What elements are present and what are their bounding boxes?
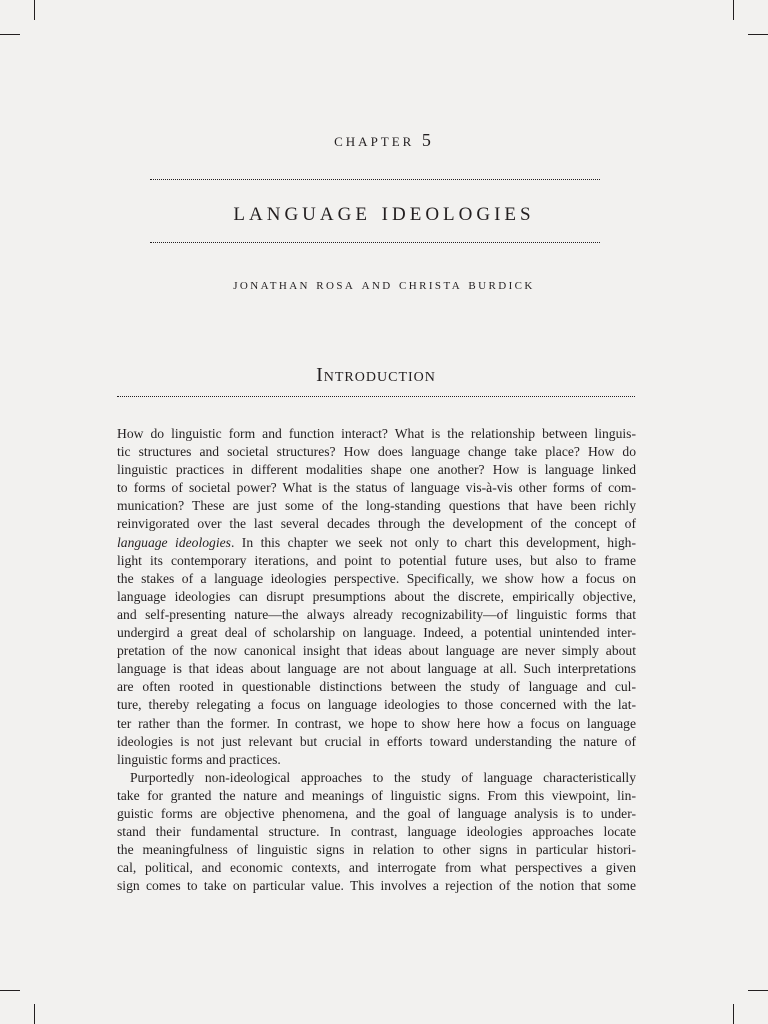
text-line: stand their fundamental structure. In contrast, language ideologies approaches locate: [117, 824, 636, 840]
text-line: the meaningfulness of linguistic signs in relation to other signs in particular histori-: [117, 842, 636, 858]
paragraph-1: [117, 425, 636, 769]
text-line: and self-presenting nature—the always already recognizability—of linguistic forms that: [117, 606, 636, 622]
crop-mark-top-left-horizontal: [0, 34, 20, 35]
text-line: ideologies is not just relevant but crucial in efforts toward understanding the nature of: [117, 733, 636, 749]
text-line: Purportedly non-ideological approaches to the study of language characteristically: [130, 769, 636, 785]
crop-mark-bottom-right-horizontal: [748, 990, 768, 991]
crop-mark-top-right-horizontal: [748, 34, 768, 35]
text-line: How do linguistic form and function interact? What is the relationship between linguis-: [117, 426, 636, 441]
crop-mark-bottom-left: [34, 1004, 35, 1024]
text-line: ture, thereby relegating a focus on language ideologies to those concerned with the lat-: [117, 697, 636, 713]
title-rule-top: [150, 179, 600, 180]
text-line: tic structures and societal structures? How does language change take place? How do: [117, 444, 636, 460]
crop-mark-top-left: [34, 0, 35, 20]
section-rule: [117, 396, 635, 397]
crop-mark-bottom-right: [733, 1004, 734, 1024]
text-line: cal, political, and economic contexts, and interrogate from what perspectives a given: [117, 860, 636, 876]
crop-mark-top-right: [733, 0, 734, 20]
text-line: ter rather than the former. In contrast, we hope to show here how a focus on language: [117, 715, 636, 731]
text-line: take for granted the nature and meanings of linguistic signs. From this viewpoint, lin-: [117, 787, 636, 803]
text-line: language is that ideas about language are not about language at all. Such interpretations: [117, 661, 636, 677]
text-line: the stakes of a language ideologies perspective. Specifically, we show how a focus on: [117, 570, 636, 586]
italic-term: language ideologies: [117, 534, 231, 550]
text-line-remainder: . In this chapter we seek not only to chart this development, high-: [230, 534, 637, 550]
paragraph-2: [117, 769, 636, 896]
text-line: language ideologies can disrupt presumptions about the discrete, empirically objective,: [117, 588, 636, 604]
crop-mark-bottom-left-horizontal: [0, 990, 20, 991]
text-line: pretation of the now canonical insight that ideas about language are never simply about: [117, 643, 636, 659]
body-text: [117, 425, 636, 895]
text-line: undergird a great deal of scholarship on language. Indeed, a potential unintended inter-: [117, 625, 636, 641]
chapter-authors: jonathan rosa and christa burdick: [233, 276, 535, 293]
section-heading: Introduction: [316, 364, 436, 386]
chapter-number: chapter 5: [334, 130, 434, 150]
text-line: light its contemporary iterations, and point to potential future uses, but also to frame: [117, 552, 636, 568]
text-line: guistic forms are objective phenomena, and the goal of language analysis is to under-: [117, 805, 636, 821]
text-line: to forms of societal power? What is the status of language vis-à-vis other forms of com-: [117, 480, 636, 496]
text-line: are often rooted in questionable distinctions between the study of language and cul-: [117, 679, 636, 695]
title-rule-bottom: [150, 242, 600, 243]
text-line: sign comes to take on particular value. This involves a rejection of the notion that some: [117, 878, 636, 894]
text-line: linguistic practices in different modalities shape one another? How is language linked: [117, 462, 636, 478]
text-line: munication? These are just some of the long-standing questions that have been richly: [117, 498, 636, 514]
chapter-title: language ideologies: [233, 196, 535, 226]
text-line: [117, 534, 636, 552]
text-line: linguistic forms and practices.: [117, 751, 281, 767]
text-line: reinvigorated over the last several decades through the development of the concept of: [117, 516, 636, 532]
